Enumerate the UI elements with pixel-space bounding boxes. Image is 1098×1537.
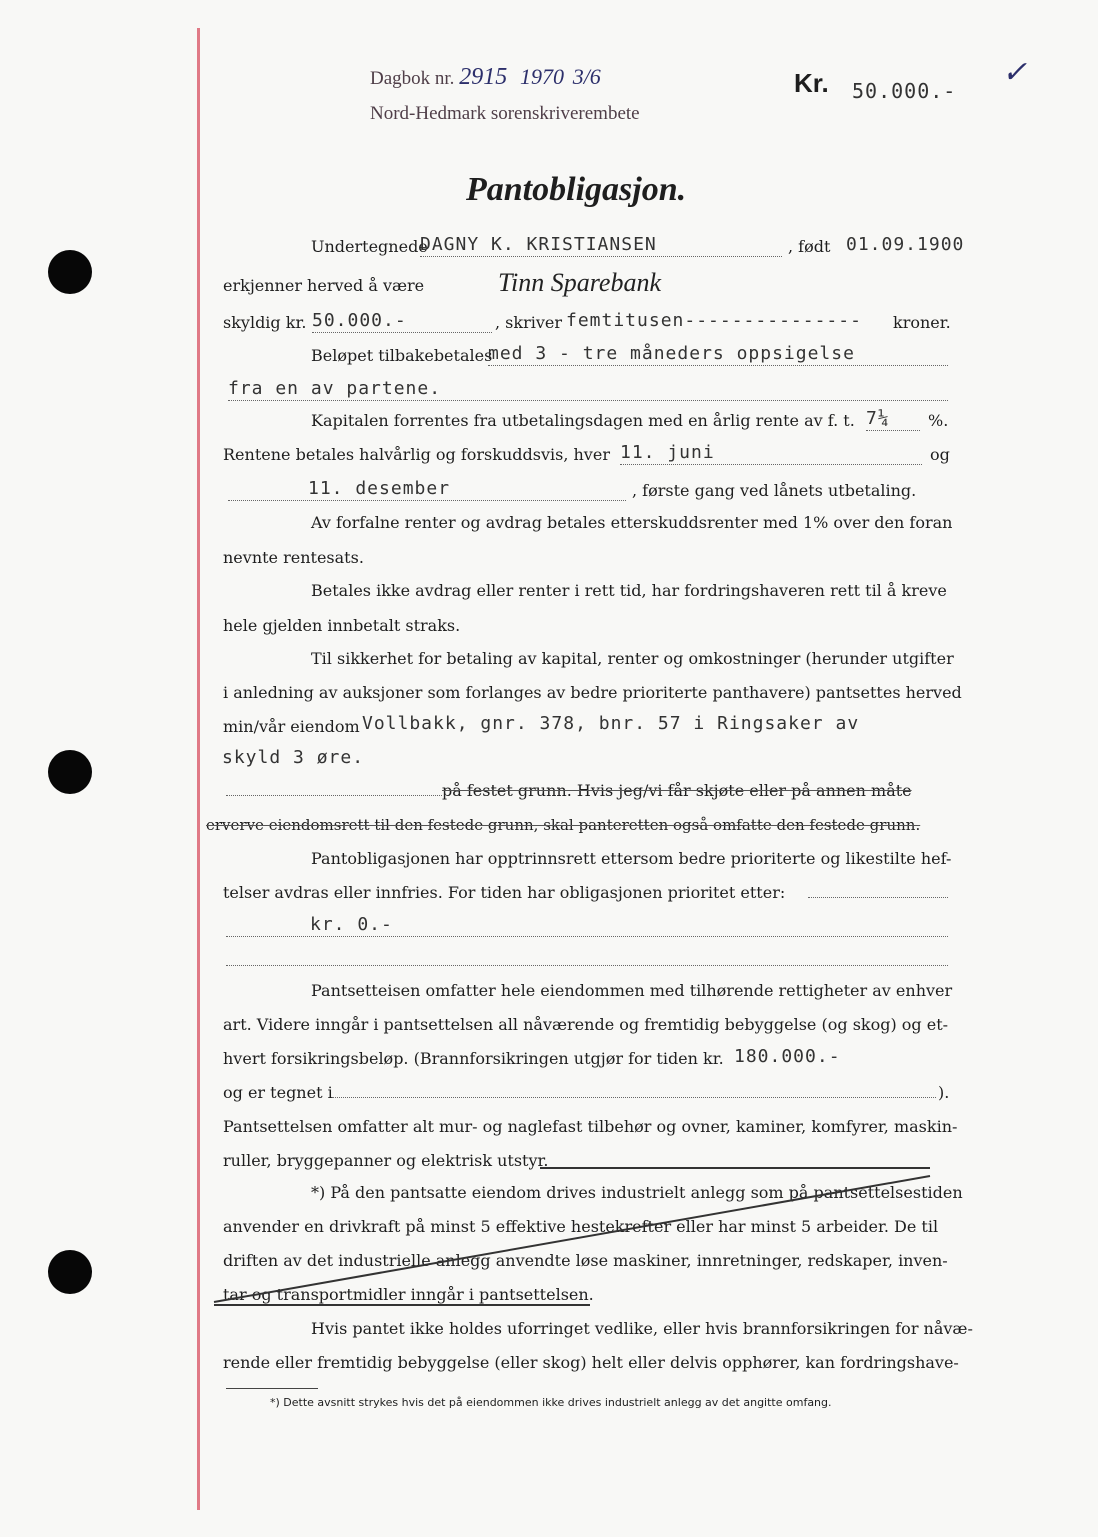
eiendom-label: min/vår eiendom	[223, 717, 360, 736]
repay-line-2: fra en av partene.	[228, 378, 948, 401]
paragraph-opptrinn-1: Pantobligasjonen har opptrinnsrett ettersom bedre prioriterte og likestilte hef-	[311, 849, 952, 868]
skyldig-label: skyldig kr.	[223, 313, 307, 332]
signer-name: DAGNY K. KRISTIANSEN	[420, 234, 782, 257]
amount: 50.000.-	[312, 310, 492, 333]
kapital-label: Kapitalen forrentes fra utbetalingsdagen med en årlig rente av f. t.	[311, 411, 855, 430]
birthdate: 01.09.1900	[846, 234, 965, 255]
paragraph-opptrinn-2: telser avdras eller innfries. For tiden har obligasjonen prioritet etter:	[223, 883, 786, 902]
forste-label: , første gang ved lånets utbetaling.	[632, 481, 917, 500]
paragraph-industri-1: *) På den pantsatte eiendom drives industrielt anlegg som på pantsettelsestiden	[311, 1183, 963, 1202]
footnote: *) Dette avsnitt strykes hvis det på eiendommen ikke drives industrielt anlegg av det angitte omfang.	[270, 1396, 832, 1409]
belopet-label: Beløpet tilbakebetales	[311, 346, 493, 365]
property-line-2: skyld 3 øre.	[222, 747, 365, 768]
paragraph-betales-2: hele gjelden innbetalt straks.	[223, 616, 461, 635]
insurance-amount: 180.000.-	[734, 1046, 841, 1067]
og-label: og	[930, 445, 950, 464]
tegnet-label: og er tegnet i	[223, 1083, 333, 1102]
interest-rate: 7¼	[866, 408, 920, 431]
paragraph-omfatter-3: hvert forsikringsbeløp. (Brannforsikringen utgjør for tiden kr.	[223, 1049, 724, 1068]
kr-amount: 50.000.-	[852, 79, 957, 103]
paragraph-hvis-2: rende eller fremtidig bebyggelse (eller skog) helt eller delvis opphører, kan fordringshave-	[223, 1353, 959, 1372]
skriver-label: , skriver	[495, 313, 562, 332]
paragraph-mur-1: Pantsettelsen omfatter alt mur- og naglefast tilbehør og ovner, kaminer, komfyrer, maskin-	[223, 1117, 958, 1136]
priority-value: kr. 0.-	[226, 914, 948, 937]
festet-line-1: på festet grunn. Hvis jeg/vi får skjøte eller på annen måte	[442, 781, 912, 800]
repay-line-1: med 3 - tre måneders oppsigelse	[488, 343, 948, 366]
paragraph-omfatter-2: art. Videre inngår i pantsettelsen all nåværende og fremtidig bebyggelse (og skog) og et-	[223, 1015, 949, 1034]
payment-date-2: 11. desember	[228, 478, 626, 501]
undertegnede-label: Undertegnede	[311, 237, 428, 256]
check-mark: ✓	[1002, 56, 1028, 89]
creditor-name: Tinn Sparebank	[498, 268, 661, 297]
kroner-label: kroner.	[893, 313, 951, 332]
dagbok-label: Dagbok nr.	[370, 68, 455, 89]
paragraph-betales-1: Betales ikke avdrag eller renter i rett tid, har fordringshaveren rett til å kreve	[311, 581, 947, 600]
tegnet-end: ).	[938, 1083, 950, 1102]
paragraph-industri-3: driften av det industrielle anlegg anvendte løse maskiner, innretninger, redskaper, inven-	[223, 1251, 948, 1270]
dagbok-date: 3/6	[572, 64, 601, 89]
dagbok-number: 2915	[459, 64, 508, 90]
paragraph-forfalne-1: Av forfalne renter og avdrag betales etterskuddsrenter med 1% over den foran	[311, 513, 953, 532]
office-name: Nord-Hedmark sorenskriverembete	[370, 103, 640, 124]
paragraph-sikkerhet-2: i anledning av auksjoner som forlanges av bedre prioriterte panthavere) pantsettes herved	[223, 683, 962, 702]
festet-line-2: erverve eiendomsrett til den festede grunn, skal panteretten også omfatte den festede grunn.	[206, 816, 921, 834]
paragraph-hvis-1: Hvis pantet ikke holdes uforringet vedlike, eller hvis brannforsikringen for nåvæ-	[311, 1319, 973, 1338]
paragraph-forfalne-2: nevnte rentesats.	[223, 548, 364, 567]
amount-words: femtitusen---------------	[566, 310, 862, 331]
paragraph-industri-2: anvender en drivkraft på minst 5 effektive hestekrefter eller har minst 5 arbeider. De til	[223, 1217, 939, 1236]
rentene-label: Rentene betales halvårlig og forskuddsvis, hver	[223, 445, 610, 464]
paragraph-industri-4: tar og transportmidler inngår i pantsettelsen.	[223, 1285, 594, 1304]
erkjenner-label: erkjenner herved å være	[223, 276, 425, 295]
fodt-label: , født	[788, 237, 831, 256]
page-title: Pantobligasjon.	[466, 171, 687, 208]
kr-label: Kr.	[794, 68, 829, 98]
footnote-rule	[226, 1388, 318, 1389]
paragraph-mur-2: ruller, bryggepanner og elektrisk utstyr.	[223, 1151, 549, 1170]
property-line-1: Vollbakk, gnr. 378, bnr. 57 i Ringsaker av	[362, 713, 860, 734]
paragraph-sikkerhet-1: Til sikkerhet for betaling av kapital, renter og omkostninger (herunder utgifter	[311, 649, 954, 668]
percent-label: %.	[928, 411, 949, 430]
dagbok-year: 1970	[519, 64, 564, 89]
payment-date-1: 11. juni	[620, 442, 922, 465]
paragraph-omfatter-1: Pantsetteisen omfatter hele eiendommen med tilhørende rettigheter av enhver	[311, 981, 953, 1000]
